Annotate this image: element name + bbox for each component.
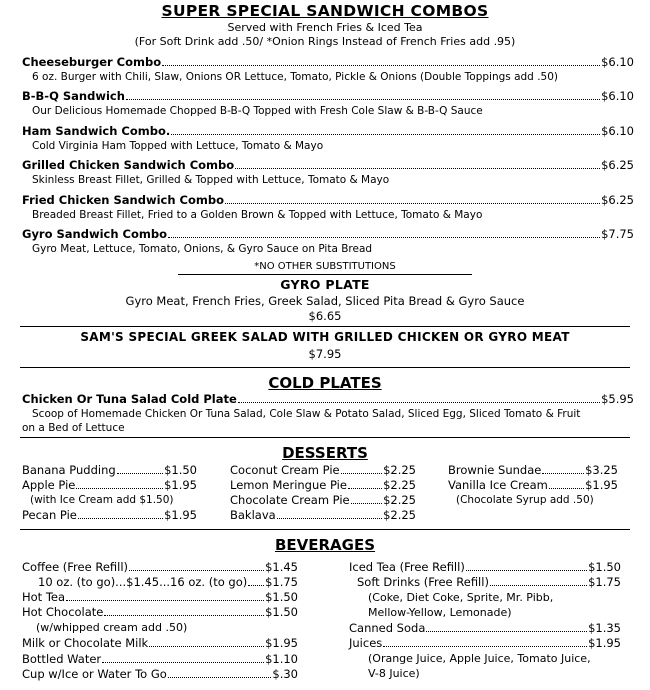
beverage-item-name: 10 oz. (to go)...$1.45...16 oz. (to go) xyxy=(38,575,248,589)
combo-item-name: Ham Sandwich Combo. xyxy=(22,124,171,138)
beverage-item-name: Iced Tea (Free Refill) xyxy=(349,560,465,574)
beverage-item xyxy=(349,636,621,651)
combo-item xyxy=(22,193,634,222)
dessert-item-price: $1.95 xyxy=(585,478,618,492)
cold-plates-title: COLD PLATES xyxy=(268,374,382,392)
combo-item xyxy=(22,227,634,256)
dessert-item xyxy=(230,478,416,493)
greek-salad-title: SAM'S SPECIAL GREEK SALAD WITH GRILLED CHICKEN OR GYRO MEAT xyxy=(80,330,570,344)
combo-item-price: $6.10 xyxy=(601,89,634,103)
dessert-note: (with Ice Cream add $1.50) xyxy=(30,494,174,506)
combo-item-name: Grilled Chicken Sandwich Combo xyxy=(22,158,235,172)
beverage-item-name: Juices xyxy=(349,636,383,650)
divider xyxy=(20,437,630,438)
gyro-plate-desc: Gyro Meat, French Fries, Greek Salad, Sliced Pita Bread & Gyro Sauce xyxy=(125,294,525,308)
beverage-item xyxy=(22,652,298,667)
dessert-item-price: $3.25 xyxy=(585,463,618,477)
combo-item xyxy=(22,55,634,84)
beverage-item-name: Bottled Water xyxy=(22,652,102,666)
dessert-item xyxy=(22,463,197,478)
beverage-item xyxy=(22,667,298,682)
combo-item-desc: Breaded Breast Fillet, Fried to a Golden Brown & Topped with Lettuce, Tomato & Mayo xyxy=(32,209,483,221)
dessert-item xyxy=(448,478,618,493)
dessert-item-price: $1.95 xyxy=(164,508,197,522)
dessert-item xyxy=(22,478,197,493)
beverage-item xyxy=(357,575,621,590)
dessert-item-name: Pecan Pie xyxy=(22,508,77,522)
beverage-note: (Orange Juice, Apple Juice, Tomato Juice, xyxy=(368,652,591,665)
beverage-item-name: Milk or Chocolate Milk xyxy=(22,636,149,650)
beverage-item xyxy=(22,590,298,605)
combo-item-price: $6.10 xyxy=(601,124,634,138)
beverage-item-name: Coffee (Free Refill) xyxy=(22,560,129,574)
combo-item-desc: Gyro Meat, Lettuce, Tomato, Onions, & Gyro Sauce on Pita Bread xyxy=(32,243,373,255)
dessert-item-price: $2.25 xyxy=(383,478,416,492)
dessert-item-price: $1.50 xyxy=(164,463,197,477)
combo-item xyxy=(22,158,634,187)
beverage-item-price: $1.95 xyxy=(265,636,298,650)
beverage-item xyxy=(22,605,298,620)
combos-subtitle-2: (For Soft Drink add .50/ *Onion Rings Instead of French Fries add .95) xyxy=(134,35,516,48)
dessert-item-name: Vanilla Ice Cream xyxy=(448,478,548,492)
beverage-note: (w/whipped cream add .50) xyxy=(36,621,188,634)
dessert-item-name: Brownie Sundae xyxy=(448,463,542,477)
combo-item xyxy=(22,89,634,118)
combo-item-name: Gyro Sandwich Combo xyxy=(22,227,168,241)
cold-plate-item-price: $5.95 xyxy=(601,392,634,406)
beverage-item xyxy=(349,621,621,636)
beverage-item-price: $1.45 xyxy=(265,560,298,574)
dessert-item-name: Apple Pie xyxy=(22,478,76,492)
beverage-item-price: $1.50 xyxy=(588,560,621,574)
beverage-item-price: $1.75 xyxy=(265,575,298,589)
beverage-item-price: $.30 xyxy=(272,667,298,681)
dessert-item xyxy=(22,508,197,523)
beverage-item-price: $1.75 xyxy=(588,575,621,589)
beverage-item-name: Cup w/Ice or Water To Go xyxy=(22,667,167,681)
combo-item-desc: 6 oz. Burger with Chili, Slaw, Onions OR Lettuce, Tomato, Pickle & Onions (Double Toppings add .50) xyxy=(32,71,558,83)
dessert-item-name: Coconut Cream Pie xyxy=(230,463,340,477)
beverages-title: BEVERAGES xyxy=(274,536,376,554)
dessert-item-name: Banana Pudding xyxy=(22,463,116,477)
cold-plate-item-desc-1: Scoop of Homemade Chicken Or Tuna Salad, Cole Slaw & Potato Salad, Sliced Egg, Sliced Tomato & Fruit xyxy=(32,408,581,420)
beverage-item-name: Hot Tea xyxy=(22,590,66,604)
combos-subtitle-1: Served with French Fries & Iced Tea xyxy=(227,21,423,34)
dessert-item-name: Lemon Meringue Pie xyxy=(230,478,347,492)
beverage-item xyxy=(38,575,298,590)
gyro-plate-price: $6.65 xyxy=(308,309,342,323)
combos-title: SUPER SPECIAL SANDWICH COMBOS xyxy=(161,2,489,20)
dessert-item-name: Baklava xyxy=(230,508,276,522)
beverage-item-price: $1.50 xyxy=(265,605,298,619)
dessert-item-price: $2.25 xyxy=(383,493,416,507)
beverage-item xyxy=(349,560,621,575)
combo-item-desc: Skinless Breast Fillet, Grilled & Topped with Lettuce, Tomato & Mayo xyxy=(32,174,390,186)
combo-item-price: $7.75 xyxy=(601,227,634,241)
combo-item-price: $6.10 xyxy=(601,55,634,69)
beverage-item-price: $1.10 xyxy=(265,652,298,666)
beverage-item-name: Hot Chocolate xyxy=(22,605,104,619)
combo-item-name: B-B-Q Sandwich xyxy=(22,89,125,103)
dessert-item-price: $1.95 xyxy=(164,478,197,492)
beverage-item-name: Canned Soda xyxy=(349,621,426,635)
gyro-plate-title: GYRO PLATE xyxy=(280,277,370,292)
dessert-item xyxy=(230,493,416,508)
dessert-item xyxy=(448,463,618,478)
beverage-note: Mellow-Yellow, Lemonade) xyxy=(368,606,512,619)
combo-item-price: $6.25 xyxy=(601,193,634,207)
beverage-item xyxy=(22,636,298,651)
beverage-note: (Coke, Diet Coke, Sprite, Mr. Pibb, xyxy=(368,591,554,604)
beverage-item-price: $1.35 xyxy=(588,621,621,635)
combo-item-desc: Cold Virginia Ham Topped with Lettuce, Tomato & Mayo xyxy=(32,140,324,152)
dessert-item-price: $2.25 xyxy=(383,508,416,522)
beverage-item xyxy=(22,560,298,575)
combo-item-name: Fried Chicken Sandwich Combo xyxy=(22,193,224,207)
dessert-item xyxy=(230,463,416,478)
greek-salad-price: $7.95 xyxy=(308,347,342,361)
beverage-item-name: Soft Drinks (Free Refill) xyxy=(357,575,489,589)
divider xyxy=(20,367,630,368)
divider xyxy=(178,274,472,275)
beverage-item-price: $1.95 xyxy=(588,636,621,650)
combo-item xyxy=(22,124,634,153)
cold-plate-item-name: Chicken Or Tuna Salad Cold Plate xyxy=(22,392,237,406)
dessert-item-name: Chocolate Cream Pie xyxy=(230,493,350,507)
beverage-note: V-8 Juice) xyxy=(368,667,420,680)
combo-item-desc: Our Delicious Homemade Chopped B-B-Q Topped with Fresh Cole Slaw & B-B-Q Sauce xyxy=(32,105,483,117)
dessert-item xyxy=(230,508,416,523)
beverage-item-price: $1.50 xyxy=(265,590,298,604)
combo-item-name: Cheeseburger Combo xyxy=(22,55,162,69)
cold-plate-item-desc-2: on a Bed of Lettuce xyxy=(22,422,125,434)
cold-plate-item xyxy=(22,392,634,435)
dessert-item-price: $2.25 xyxy=(383,463,416,477)
combo-item-price: $6.25 xyxy=(601,158,634,172)
divider xyxy=(20,326,630,327)
divider xyxy=(20,529,630,530)
substitutions-note: *NO OTHER SUBSTITUTIONS xyxy=(254,261,396,272)
desserts-title: DESSERTS xyxy=(282,444,368,462)
dessert-note: (Chocolate Syrup add .50) xyxy=(456,494,594,506)
